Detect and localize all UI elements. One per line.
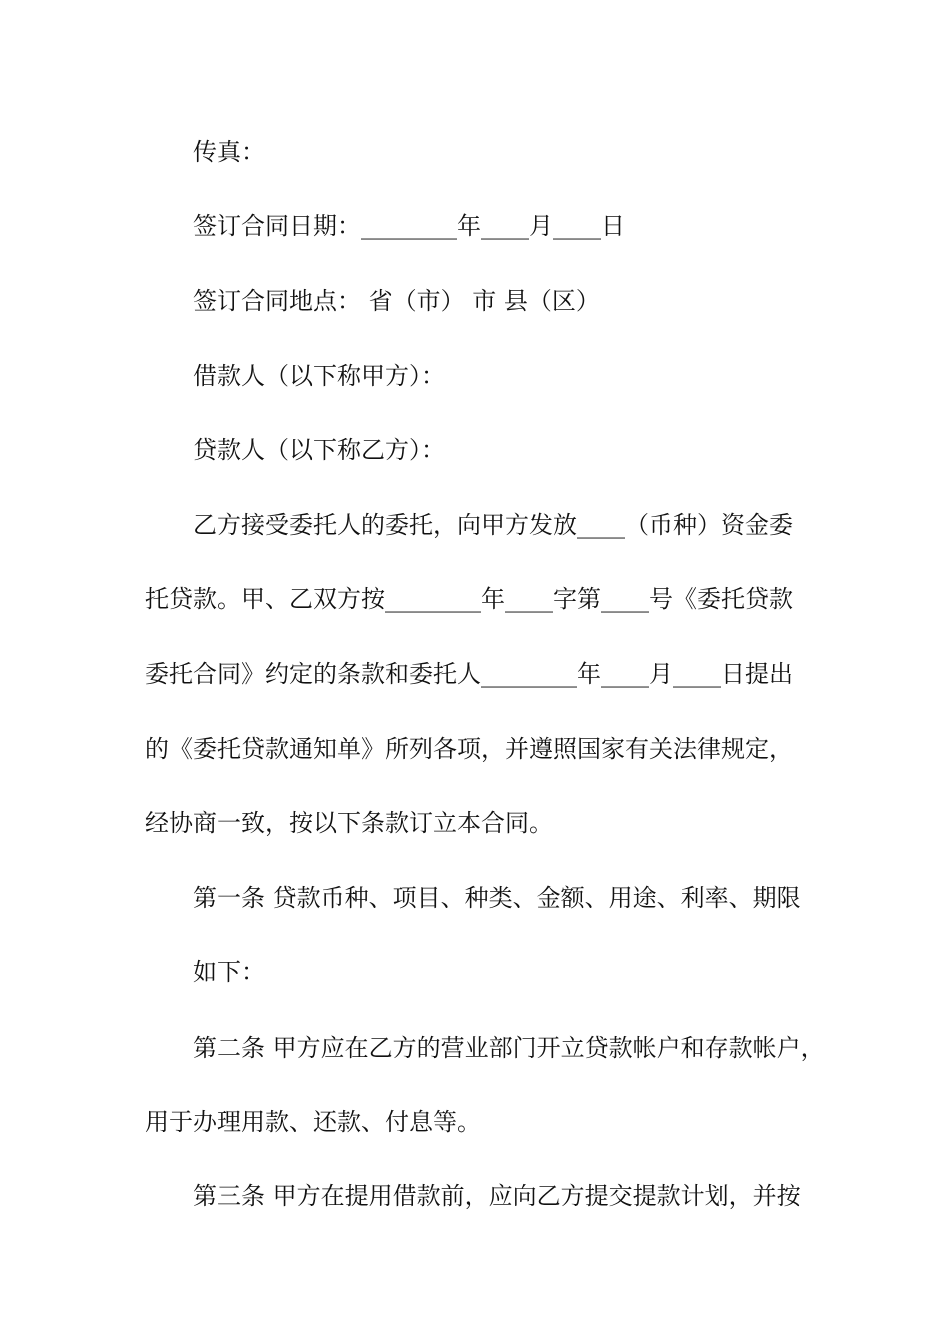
article-1-line-1: 第一条 贷款币种、项目、种类、金额、用途、利率、期限 <box>193 884 801 912</box>
article-2-line-2: 用于办理用款、还款、付息等。 <box>145 1108 481 1136</box>
preamble-line-4: 的《委托贷款通知单》所列各项，并遵照国家有关法律规定， <box>145 735 793 763</box>
article-2-line-1: 第二条 甲方应在乙方的营业部门开立贷款帐户和存款帐户， <box>193 1034 825 1062</box>
lender-line: 贷款人（以下称乙方）： <box>193 436 445 464</box>
preamble-line-5: 经协商一致，按以下条款订立本合同。 <box>145 809 553 837</box>
article-3-line-1: 第三条 甲方在提用借款前，应向乙方提交提款计划，并按 <box>193 1182 801 1210</box>
article-1-line-2: 如下： <box>193 958 265 986</box>
preamble-line-2: 托贷款。甲、乙双方按________年____字第____号《委托贷款 <box>145 585 793 613</box>
preamble-line-3: 委托合同》约定的条款和委托人________年____月____日提出 <box>145 660 793 688</box>
signing-place-line: 签订合同地点： 省（市） 市 县（区） <box>193 287 600 315</box>
signing-date-line: 签订合同日期：________年____月____日 <box>193 212 625 240</box>
fax-line: 传真： <box>193 138 265 166</box>
borrower-line: 借款人（以下称甲方）： <box>193 362 445 390</box>
preamble-line-1: 乙方接受委托人的委托，向甲方发放____（币种）资金委 <box>193 511 793 539</box>
